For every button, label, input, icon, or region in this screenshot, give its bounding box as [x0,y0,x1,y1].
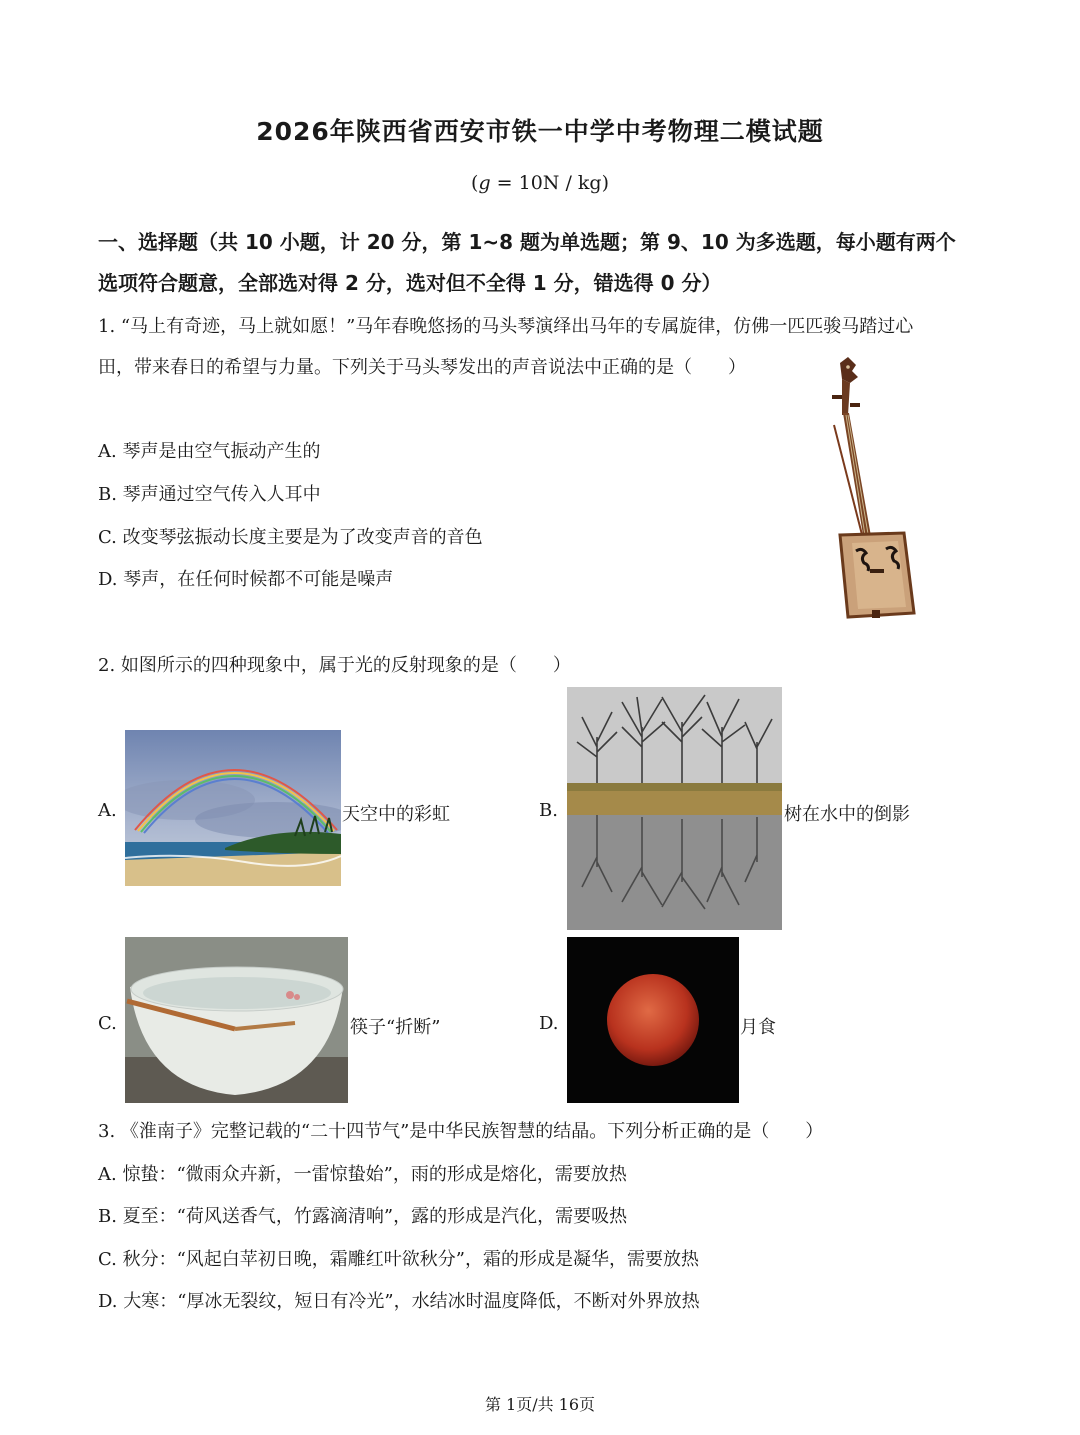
rainbow-image [125,730,341,886]
q2-option-a-caption: 天空中的彩虹 [342,804,450,825]
lunar-eclipse-image [567,937,739,1103]
q3-stem: 3. 《淮南子》完整记载的“二十四节气”是中华民族智慧的结晶。下列分析正确的是（ ） [98,1121,824,1142]
q3-option-d: D. 大寒：“厚冰无裂纹，短日有冷光”，水结冰时温度降低，不断对外界放热 [98,1291,700,1312]
q2-stem: 2. 如图所示的四种现象中，属于光的反射现象的是（ ） [98,655,571,676]
q2-option-c-label: C. [98,1013,117,1034]
bent-chopstick-image [125,937,348,1103]
q1-stem-line1: 1. “马上有奇迹，马上就如愿！”马年春晚悠扬的马头琴演绎出马年的专属旋律，仿佛一匹匹骏马踏过心 [98,316,914,337]
q2-option-a-label: A. [98,800,117,821]
q1-option-b: B. 琴声通过空气传入人耳中 [98,484,321,505]
horse-head-fiddle-image [812,355,922,620]
section-heading-line2: 选项符合题意，全部选对得 2 分，选对但不全得 1 分，错选得 0 分） [98,271,722,295]
q1-option-a: A. 琴声是由空气振动产生的 [98,441,321,462]
q2-option-d-label: D. [539,1013,559,1034]
q1-option-c: C. 改变琴弦振动长度主要是为了改变声音的音色 [98,527,483,548]
tree-reflection-image [567,687,782,930]
q2-option-b-caption: 树在水中的倒影 [784,804,910,825]
q3-option-b: B. 夏至：“荷风送香气，竹露滴清响”，露的形成是汽化，需要吸热 [98,1206,628,1227]
gravity-note: (g = 10N / kg) [471,172,609,194]
page-number: 第 1页/共 16页 [484,1395,596,1414]
q2-option-b-label: B. [539,800,558,821]
q1-stem-line2: 田，带来春日的希望与力量。下列关于马头琴发出的声音说法中正确的是（ ） [98,357,746,378]
page-title: 2026年陕西省西安市铁一中学中考物理二模试题 [256,117,824,146]
q3-option-c: C. 秋分：“风起白苹初日晚，霜雕红叶欲秋分”，霜的形成是凝华，需要放热 [98,1249,699,1270]
q2-option-d-caption: 月食 [740,1017,776,1038]
q3-option-a: A. 惊蛰：“微雨众卉新，一雷惊蛰始”，雨的形成是熔化，需要放热 [98,1164,627,1185]
q2-option-c-caption: 筷子“折断” [350,1017,441,1038]
q1-option-d: D. 琴声，在任何时候都不可能是噪声 [98,569,394,590]
section-heading-line1: 一、选择题（共 10 小题，计 20 分，第 1~8 题为单选题；第 9、10 为多选题，每小题有两个 [98,230,956,254]
